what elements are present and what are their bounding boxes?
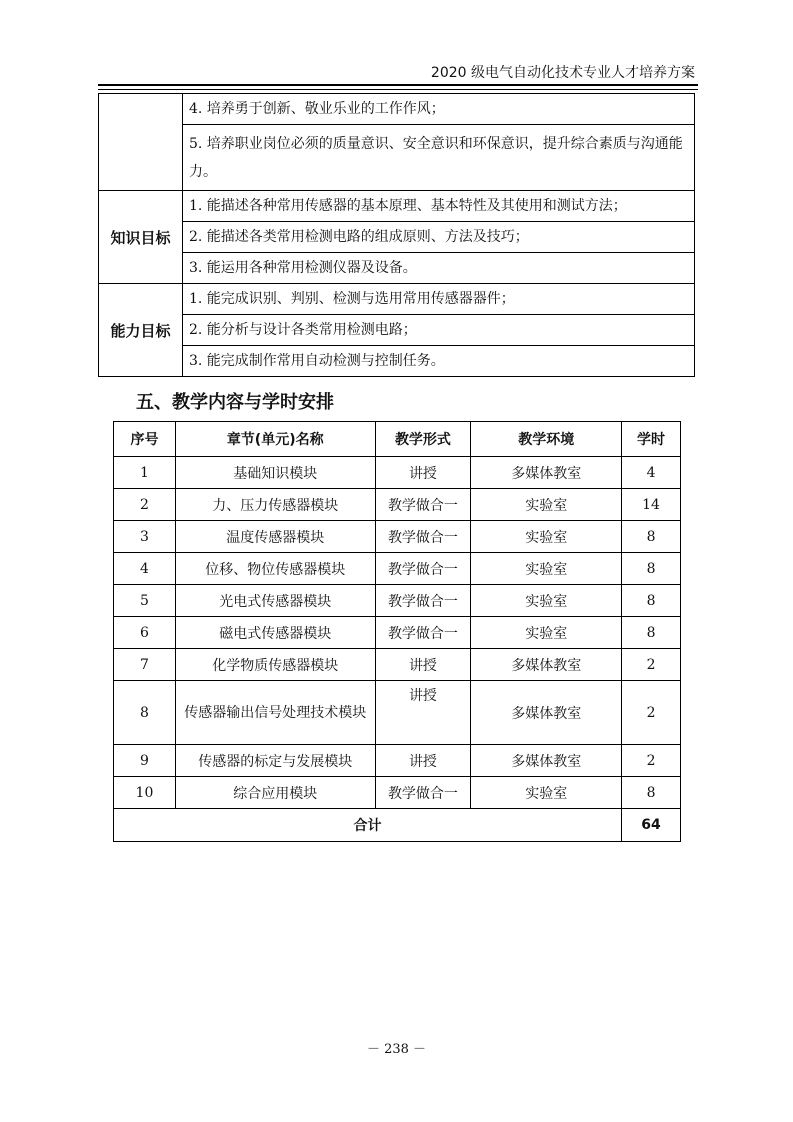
- row-index: 1: [114, 457, 176, 489]
- row-index: 8: [114, 681, 176, 745]
- row-form: 讲授: [375, 457, 471, 489]
- row-unit-name: 综合应用模块: [175, 777, 375, 809]
- row-hours: 8: [622, 553, 681, 585]
- table-row: [114, 745, 681, 777]
- row-unit-name: 磁电式传感器模块: [175, 617, 375, 649]
- row-form: 讲授: [375, 681, 471, 745]
- row-unit-name: 位移、物位传感器模块: [175, 553, 375, 585]
- row-hours: 4: [622, 457, 681, 489]
- ability-item: 3. 能完成制作常用自动检测与控制任务。: [183, 346, 695, 377]
- row-unit-name: 传感器输出信号处理技术模块: [175, 681, 375, 745]
- table-row: [114, 489, 681, 521]
- col-header-form: 教学形式: [375, 422, 471, 457]
- table-row: [114, 585, 681, 617]
- row-index: 3: [114, 521, 176, 553]
- row-form: 教学做合一: [375, 617, 471, 649]
- col-header-unit-name: 章节(单元)名称: [175, 422, 375, 457]
- row-hours: 2: [622, 681, 681, 745]
- header-rule-thin: [98, 89, 698, 90]
- schedule-table: [113, 421, 681, 842]
- running-header: 2020 级电气自动化技术专业人才培养方案: [430, 65, 695, 81]
- col-header-environment: 教学环境: [471, 422, 622, 457]
- quality-label-cell: [99, 94, 183, 191]
- table-row: [114, 777, 681, 809]
- row-hours: 8: [622, 585, 681, 617]
- quality-item: 4. 培养勇于创新、敬业乐业的工作作风；: [183, 94, 695, 125]
- row-form: 教学做合一: [375, 777, 471, 809]
- row-environment: 实验室: [471, 489, 622, 521]
- row-hours: 8: [622, 617, 681, 649]
- row-environment: 实验室: [471, 521, 622, 553]
- col-header-index: 序号: [114, 422, 176, 457]
- row-hours: 2: [622, 745, 681, 777]
- table-row: [114, 649, 681, 681]
- row-unit-name: 光电式传感器模块: [175, 585, 375, 617]
- row-form: 教学做合一: [375, 553, 471, 585]
- row-index: 10: [114, 777, 176, 809]
- knowledge-item: 2. 能描述各类常用检测电路的组成原则、方法及技巧；: [183, 222, 695, 253]
- ability-item: 1. 能完成识别、判别、检测与选用常用传感器器件；: [183, 284, 695, 315]
- total-row: [114, 809, 681, 842]
- table-row: [114, 521, 681, 553]
- row-environment: 多媒体教室: [471, 745, 622, 777]
- row-index: 5: [114, 585, 176, 617]
- row-form: 教学做合一: [375, 585, 471, 617]
- row-form: 讲授: [375, 745, 471, 777]
- row-hours: 2: [622, 649, 681, 681]
- row-hours: 8: [622, 777, 681, 809]
- row-form: 讲授: [375, 649, 471, 681]
- table-row: [114, 457, 681, 489]
- row-hours: 8: [622, 521, 681, 553]
- row-index: 4: [114, 553, 176, 585]
- table-row: [114, 617, 681, 649]
- row-environment: 实验室: [471, 553, 622, 585]
- table-row: [114, 553, 681, 585]
- page-number: － 238 －: [366, 1042, 427, 1057]
- section-title: 五、教学内容与学时安排: [136, 392, 334, 413]
- ability-label: 能力目标: [99, 284, 183, 377]
- knowledge-label: 知识目标: [99, 191, 183, 284]
- row-environment: 实验室: [471, 777, 622, 809]
- row-index: 7: [114, 649, 176, 681]
- row-index: 2: [114, 489, 176, 521]
- row-hours: 14: [622, 489, 681, 521]
- row-unit-name: 力、压力传感器模块: [175, 489, 375, 521]
- ability-item: 2. 能分析与设计各类常用检测电路；: [183, 315, 695, 346]
- quality-item: 5. 培养职业岗位必须的质量意识、安全意识和环保意识，提升综合素质与沟通能力。: [183, 125, 695, 191]
- knowledge-item: 3. 能运用各种常用检测仪器及设备。: [183, 253, 695, 284]
- total-hours: 64: [622, 809, 681, 842]
- row-environment: 多媒体教室: [471, 681, 622, 745]
- col-header-hours: 学时: [622, 422, 681, 457]
- row-unit-name: 传感器的标定与发展模块: [175, 745, 375, 777]
- row-form: 教学做合一: [375, 521, 471, 553]
- row-environment: 多媒体教室: [471, 457, 622, 489]
- row-form: 教学做合一: [375, 489, 471, 521]
- objectives-table: [98, 93, 695, 377]
- row-environment: 多媒体教室: [471, 649, 622, 681]
- row-unit-name: 化学物质传感器模块: [175, 649, 375, 681]
- row-unit-name: 基础知识模块: [175, 457, 375, 489]
- row-environment: 实验室: [471, 585, 622, 617]
- row-environment: 实验室: [471, 617, 622, 649]
- total-label: 合计: [114, 809, 622, 842]
- row-unit-name: 温度传感器模块: [175, 521, 375, 553]
- header-rule-thick: [98, 84, 698, 86]
- table-row: [114, 681, 681, 745]
- row-index: 9: [114, 745, 176, 777]
- row-index: 6: [114, 617, 176, 649]
- knowledge-item: 1. 能描述各种常用传感器的基本原理、基本特性及其使用和测试方法；: [183, 191, 695, 222]
